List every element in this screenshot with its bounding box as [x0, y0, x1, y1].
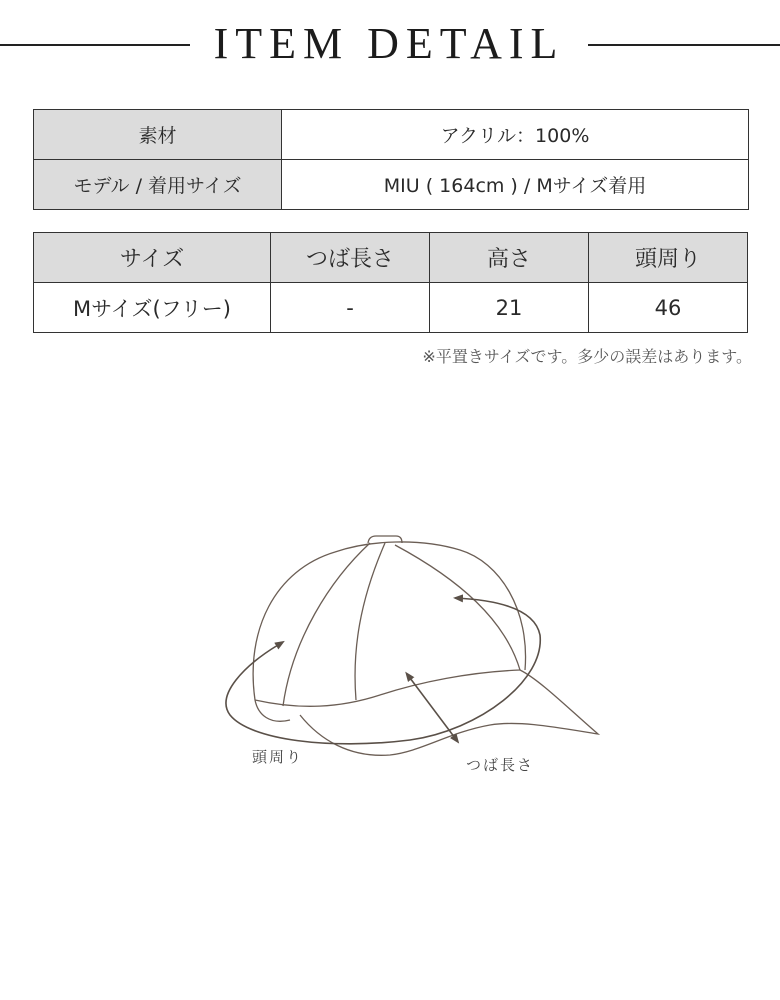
brim-length-arrow [410, 678, 458, 742]
head-circumference-label: 頭周り [252, 748, 304, 766]
cell-height: 21 [430, 283, 589, 333]
material-value: アクリル：100% [282, 110, 749, 160]
column-header-brim-length: つば長さ [271, 233, 430, 283]
page-header [0, 14, 780, 74]
table-header-row [34, 233, 748, 283]
material-table [33, 109, 749, 210]
cap-measurement-diagram [0, 380, 780, 880]
size-note: ※平置きサイズです。多少の誤差はあります。 [422, 347, 752, 366]
cell-size: Mサイズ(フリー) [34, 283, 271, 333]
cell-head-circumference: 46 [589, 283, 748, 333]
column-header-height: 高さ [430, 233, 589, 283]
model-size-value: MIU ( 164cm ) / Mサイズ着用 [282, 160, 749, 210]
brim-length-label: つば長さ [466, 756, 535, 774]
model-size-label: モデル / 着用サイズ [34, 160, 282, 210]
column-header-size: サイズ [34, 233, 271, 283]
table-row [34, 160, 749, 210]
page-title: ITEM DETAIL [213, 19, 565, 68]
header-rule-left [0, 44, 190, 46]
material-label: 素材 [34, 110, 282, 160]
column-header-head-circumference: 頭周り [589, 233, 748, 283]
table-row [34, 110, 749, 160]
size-table [33, 232, 748, 333]
table-row [34, 283, 748, 333]
cell-brim-length: - [271, 283, 430, 333]
cap-illustration [0, 380, 780, 880]
cap-outline [253, 536, 598, 755]
header-rule-right [588, 44, 780, 46]
